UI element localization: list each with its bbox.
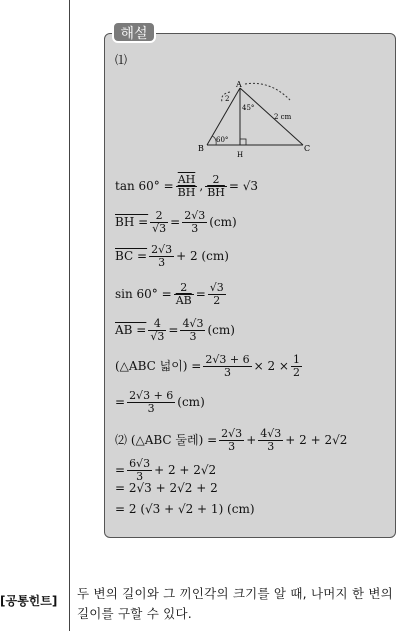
- eq-line: = $\frac{2√3 + 6}{3}$ (cm): [115, 389, 205, 415]
- side-2cm-label: 2 cm: [274, 113, 292, 121]
- page-margin-line: [69, 0, 70, 631]
- side-2-label: 2: [225, 95, 230, 103]
- angle-60-label: 60°: [216, 136, 229, 144]
- vertex-a-label: A: [236, 80, 242, 89]
- eq-line: BH = $\frac{2}{√3}$ = $\frac{2√3}{3}$ (cm): [115, 209, 237, 235]
- eq-line: AB = $\frac{4}{√3}$ = $\frac{4√3}{3}$ (cm): [115, 317, 235, 343]
- eq-line: = 2√3 + 2√2 + 2: [115, 481, 218, 495]
- eq-line: tan 60° = $\frac{\overline{AH}}{BH}$ , $\frac{2}{BH}$ = √3: [115, 173, 259, 199]
- eq-line: BC = $\frac{2√3}{3}$ + 2 (cm): [115, 243, 229, 269]
- triangle-figure: [190, 78, 320, 160]
- solution-badge: 해설: [112, 21, 156, 43]
- eq-line: ⑵ (△ABC 둘레) = $\frac{2√3}{3}$ + $\frac{4√3}{3}$ + 2 + 2√2: [115, 427, 348, 453]
- eq-line: = $\frac{6√3}{3}$ + 2 + 2√2: [115, 457, 217, 483]
- vertex-c-label: C: [304, 144, 311, 153]
- hint-text: 두 변의 길이와 그 끼인각의 크기를 알 때, 나머지 한 변의 길이를 구할 수 있다.: [77, 586, 393, 621]
- eq-line: = 2 (√3 + √2 + 1) (cm): [115, 502, 255, 516]
- part1-label: ⑴: [115, 53, 128, 67]
- eq-line: sin 60° = $\frac{2}{AB}$ = $\frac{√3}{2}$: [115, 281, 224, 307]
- hint-label: [공통힌트]: [0, 594, 58, 608]
- vertex-b-label: B: [198, 144, 204, 153]
- foot-h-label: H: [237, 151, 244, 159]
- angle-45-label: 45°: [242, 104, 255, 112]
- eq-line: (△ABC 넓이) = $\frac{2√3 + 6}{3}$ × 2 × $\frac{1}{2}$: [115, 353, 300, 379]
